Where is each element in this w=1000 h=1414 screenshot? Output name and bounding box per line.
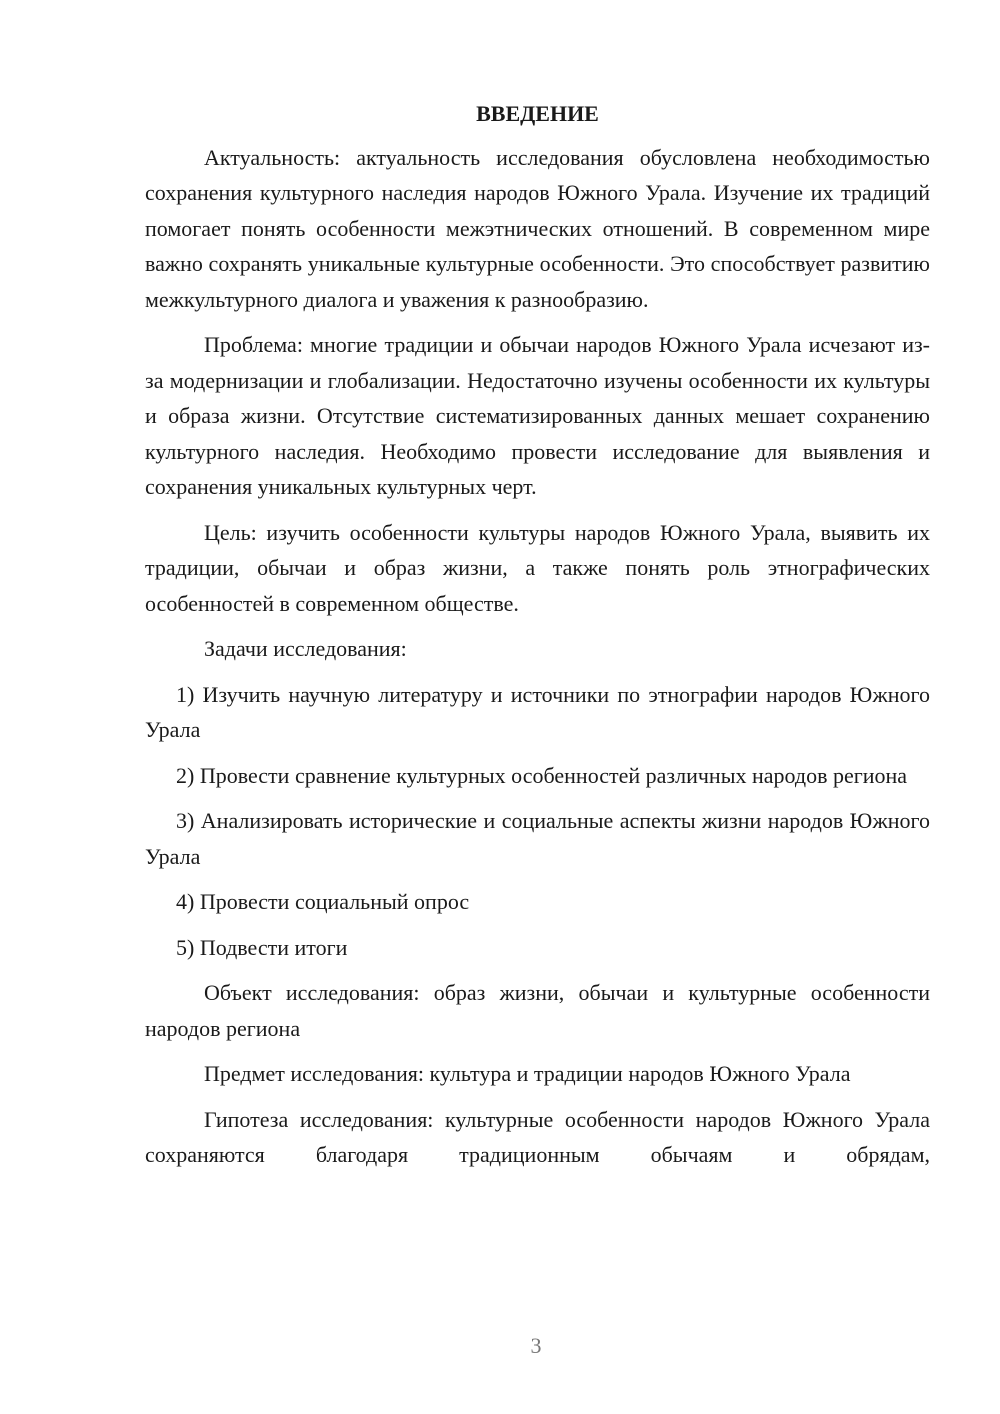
paragraph-object: Объект исследования: образ жизни, обычаи и культурные особенности народов региона <box>145 980 930 1041</box>
task-item-1: 1) Изучить научную литературу и источники по этнографии народов Южного Урала <box>145 681 930 742</box>
paragraph-relevance: Актуальность: актуальность исследования обусловлена необходимостью сохранения культурного наследия народов Южного Урала. Изучение их традиций помогает понять особенности межэтнических отношений. В современном мире важно сохранять уникальные культурные особенности. Это способствует развитию межкультурного диалога и уважения к разнообразию. <box>145 144 930 312</box>
paragraph-hypothesis: Гипотеза исследования: культурные особенности народов Южного Урала сохраняются благодаря традиционным обычаям и обрядам, <box>145 1106 930 1167</box>
page-number: 3 <box>530 1333 542 1358</box>
paragraph-goal: Цель: изучить особенности культуры народов Южного Урала, выявить их традиции, обычаи и образ жизни, а также понять роль этнографических особенностей в современном обществе. <box>145 519 930 616</box>
paragraph-subject: Предмет исследования: культура и традиции народов Южного Урала <box>204 1061 851 1086</box>
document-body <box>145 96 930 1183</box>
task-item-3: 3) Анализировать исторические и социальные аспекты жизни народов Южного Урала <box>145 808 930 869</box>
task-item-2: 2) Провести сравнение культурных особенностей различных народов региона <box>176 762 908 788</box>
task-item-4: 4) Провести социальный опрос <box>176 889 470 914</box>
tasks-title: Задачи исследования: <box>204 636 407 661</box>
section-heading: ВВЕДЕНИЕ <box>476 101 599 126</box>
task-item-5: 5) Подвести итоги <box>176 934 348 960</box>
paragraph-problem: Проблема: многие традиции и обычаи народов Южного Урала исчезают из-за модернизации и глобализации. Недостаточно изучены особенности их культуры и образа жизни. Отсутствие систематизированных данных мешает сохранению культурного наследия. Необходимо провести исследование для выявления и сохранения уникальных культурных черт. <box>145 332 930 499</box>
